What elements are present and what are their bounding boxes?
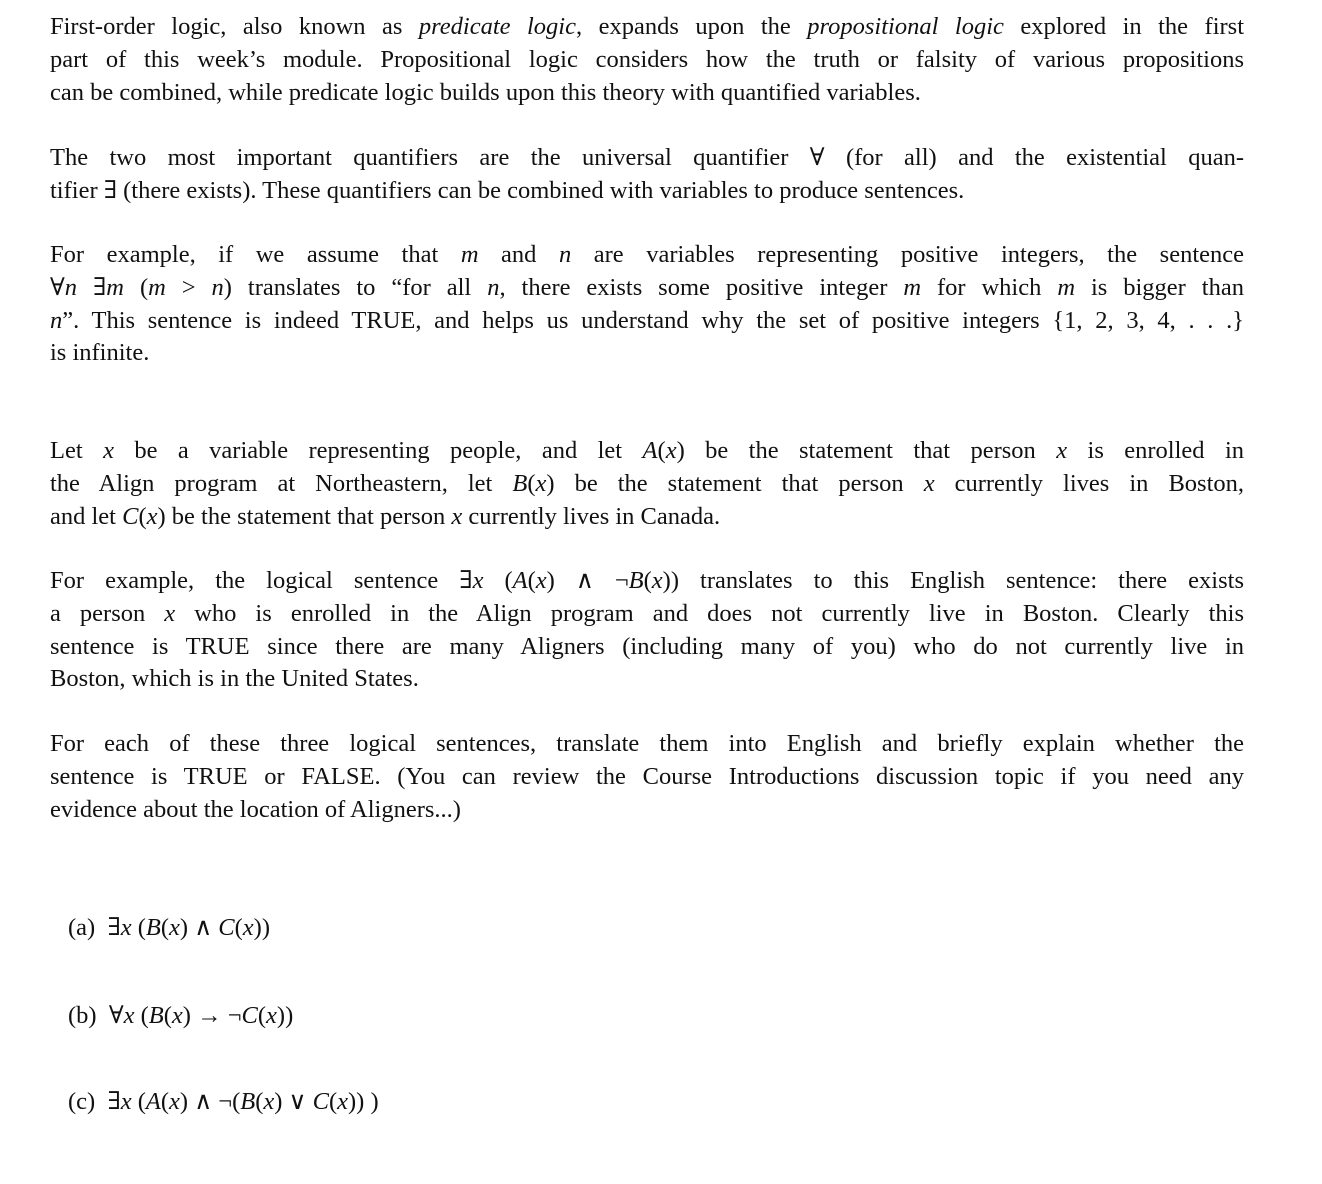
math-variable: x — [1056, 437, 1068, 464]
math-variable: x — [146, 502, 158, 530]
math-variable: B — [512, 469, 528, 497]
text-segment: and let — [50, 502, 123, 530]
text-segment: Let — [50, 437, 104, 464]
text-segment: ( — [255, 1088, 264, 1115]
text-segment: who is enrolled in the Align program and does not currently live in Boston. Clearly this — [175, 599, 1244, 627]
math-variable: x — [103, 437, 114, 464]
math-variable: m — [460, 241, 479, 268]
text-segment: First-order logic, also known as — [50, 13, 419, 40]
exercise-item — [68, 912, 270, 944]
text-line — [50, 565, 1244, 598]
math-variable: A — [642, 437, 658, 464]
text-segment: For example, if we assume that — [50, 241, 461, 268]
math-variable: m — [106, 273, 124, 301]
math-variable: B — [240, 1088, 256, 1115]
text-segment: ( — [160, 1088, 170, 1115]
math-variable: n — [211, 273, 224, 301]
math-variable: x — [263, 1088, 275, 1115]
text-segment: (a) ∃ — [68, 914, 121, 941]
text-segment: ( — [643, 567, 652, 594]
text-line — [50, 142, 1244, 175]
math-variable: x — [923, 469, 935, 497]
text-segment: ) → ¬ — [182, 1002, 242, 1029]
text-segment: )) — [276, 1002, 294, 1029]
math-variable: C — [122, 502, 139, 530]
math-variable: x — [266, 1002, 277, 1029]
text-segment: currently lives in Canada. — [462, 502, 721, 530]
text-segment: ∀ — [50, 273, 65, 301]
text-segment: is enrolled in — [1067, 437, 1245, 464]
text-segment: explored in the first — [1003, 13, 1244, 40]
text-segment: (c) ∃ — [68, 1088, 121, 1115]
math-variable: x — [120, 1088, 132, 1115]
text-line — [50, 794, 1244, 827]
text-segment: ) ∧ ¬ — [546, 567, 629, 594]
text-segment: for which — [921, 273, 1058, 301]
text-segment: )) — [253, 914, 270, 941]
math-variable: A — [512, 567, 528, 594]
text-segment: sentence is TRUE or FALSE. (You can review the Course Introductions discussion topic if you need any — [50, 762, 1244, 790]
text-line — [50, 77, 1244, 110]
math-variable: x — [535, 469, 547, 497]
text-segment: tifier ∃ (there exists). These quantifiers can be combined with variables to produce sentences. — [50, 176, 965, 204]
math-variable: x — [242, 914, 254, 941]
text-segment: ) ∨ — [274, 1088, 313, 1115]
math-variable: x — [472, 567, 484, 594]
text-line — [50, 631, 1244, 664]
text-segment: ( — [131, 914, 146, 941]
math-variable: x — [651, 567, 663, 594]
text-segment: ( — [160, 914, 170, 941]
text-line — [50, 663, 1244, 696]
exercise-item — [68, 1086, 379, 1118]
text-line — [50, 305, 1244, 338]
math-variable: m — [903, 273, 922, 301]
math-variable: B — [148, 1002, 164, 1029]
text-segment: is bigger than — [1075, 273, 1244, 301]
text-segment: For example, the logical sentence ∃ — [50, 567, 473, 594]
text-segment: ) be the statement that person — [676, 437, 1057, 464]
math-variable: m — [148, 273, 166, 301]
text-line — [50, 761, 1244, 794]
text-segment: ∃ — [77, 273, 107, 301]
text-segment: ( — [527, 567, 536, 594]
text-segment: Boston, which is in the United States. — [50, 665, 419, 693]
text-segment: )) ) — [348, 1088, 379, 1115]
text-segment: ( — [483, 567, 513, 594]
text-line — [50, 468, 1244, 501]
math-variable: n — [50, 306, 63, 334]
math-variable: m — [1057, 273, 1076, 301]
math-variable: C — [241, 1002, 258, 1029]
math-variable: x — [535, 567, 547, 594]
text-line — [50, 239, 1244, 272]
text-segment: and — [478, 241, 559, 268]
math-variable: propositional logic — [807, 13, 1004, 40]
math-variable: predicate logic — [418, 13, 576, 40]
text-line — [50, 44, 1244, 77]
text-segment: currently lives in Boston, — [934, 469, 1244, 497]
text-segment: The two most important quantifiers are the universal quantifier ∀ (for all) and the existential quan- — [50, 144, 1244, 171]
text-segment: , expands upon the — [575, 13, 808, 40]
math-variable: n — [64, 273, 78, 301]
paragraph — [50, 435, 1244, 533]
math-variable: x — [665, 437, 677, 464]
math-variable: B — [628, 567, 644, 594]
text-segment: ) ∧ ¬( — [179, 1088, 241, 1115]
text-line — [50, 11, 1244, 44]
text-segment: ( — [131, 1088, 146, 1115]
math-variable: C — [312, 1088, 329, 1115]
text-segment: ( — [257, 1002, 267, 1029]
text-segment: is infinite. — [50, 339, 150, 367]
paragraph — [50, 565, 1244, 696]
text-segment: ”. This sentence is indeed TRUE, and helps us understand why the set of positive integers {1, 2, 3, 4, . . .} — [62, 306, 1244, 334]
text-segment: > — [165, 273, 212, 301]
text-line — [50, 272, 1244, 305]
text-segment: part of this week’s module. Propositional logic considers how the truth or falsity of various propositions — [50, 45, 1244, 73]
text-segment: evidence about the location of Aligners...) — [50, 795, 461, 823]
text-segment: be a variable representing people, and let — [113, 437, 643, 464]
text-segment: ) ∧ — [179, 914, 219, 941]
math-variable: x — [169, 1088, 180, 1115]
text-segment: ( — [657, 437, 666, 464]
text-line — [50, 337, 1244, 370]
text-segment: ( — [328, 1088, 338, 1115]
text-line — [50, 598, 1244, 631]
text-segment: the Align program at Northeastern, let — [50, 469, 513, 497]
exercise-item — [68, 1000, 293, 1032]
math-variable: A — [145, 1088, 161, 1115]
math-variable: x — [337, 1088, 348, 1115]
text-segment: ( — [527, 469, 536, 497]
text-segment: ( — [124, 273, 149, 301]
math-variable: x — [171, 1002, 183, 1029]
text-line — [50, 175, 1244, 208]
math-variable: x — [169, 914, 180, 941]
paragraph — [50, 239, 1244, 370]
text-segment: can be combined, while predicate logic builds upon this theory with quantified variables. — [50, 78, 921, 106]
text-segment: are variables representing positive integers, the sentence — [571, 241, 1244, 268]
math-variable: x — [451, 502, 463, 530]
text-line — [50, 501, 1244, 534]
math-variable: x — [123, 1002, 135, 1029]
math-variable: n — [487, 273, 500, 301]
text-segment: For each of these three logical sentences, translate them into English and briefly explain whether the — [50, 730, 1244, 757]
math-variable: B — [145, 914, 161, 941]
math-variable: x — [120, 914, 132, 941]
paragraph — [50, 142, 1244, 208]
text-segment: ( — [134, 1002, 149, 1029]
text-segment: a person — [50, 599, 165, 627]
text-segment: , there exists some positive integer — [499, 273, 904, 301]
text-segment: ) translates to “for all — [223, 273, 488, 301]
text-segment: ) be the statement that person — [157, 502, 452, 530]
math-variable: n — [558, 241, 572, 268]
text-segment: ) be the statement that person — [546, 469, 924, 497]
text-segment: )) translates to this English sentence: there exists — [662, 567, 1244, 594]
math-variable: x — [164, 599, 176, 627]
text-segment: ( — [138, 502, 147, 530]
text-segment: ( — [163, 1002, 172, 1029]
text-segment: (b) ∀ — [68, 1002, 124, 1029]
text-line — [50, 435, 1244, 468]
text-line — [50, 728, 1244, 761]
text-segment: ( — [234, 914, 243, 941]
paragraph — [50, 728, 1244, 826]
text-segment: sentence is TRUE since there are many Aligners (including many of you) who do not currently live in — [50, 632, 1244, 660]
math-variable: C — [218, 914, 235, 941]
paragraph — [50, 11, 1244, 109]
